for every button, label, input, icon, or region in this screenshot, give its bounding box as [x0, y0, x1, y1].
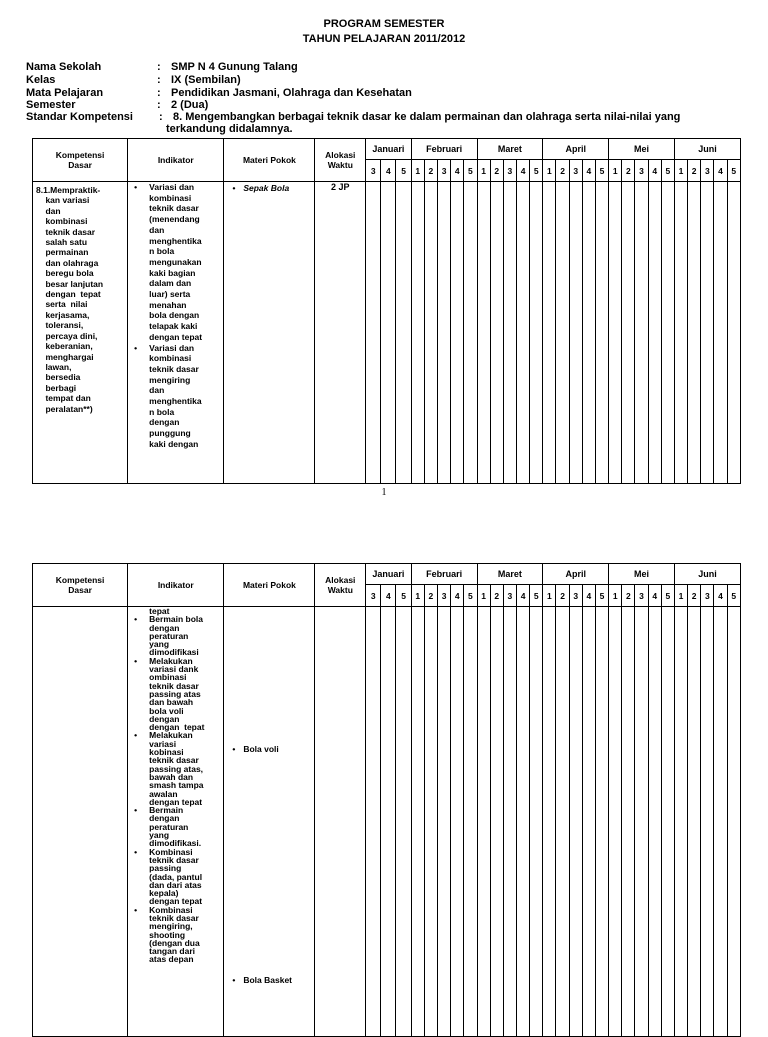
schedule-cell	[582, 607, 595, 1037]
info-colon: :	[157, 99, 161, 111]
schedule-cell	[609, 182, 622, 484]
schedule-cell	[411, 607, 424, 1037]
week-cell: 1	[609, 585, 622, 607]
schedule-cell	[366, 182, 381, 484]
week-cell: 1	[543, 160, 556, 182]
schedule-cell	[556, 182, 569, 484]
month-april: April	[543, 139, 609, 160]
indikator-list	[128, 615, 223, 963]
schedule-cell	[556, 607, 569, 1037]
header-alokasi-waktu: Alokasi Waktu	[315, 564, 366, 607]
header-alokasi-waktu: Alokasi Waktu	[315, 139, 366, 182]
month-februari: Februari	[411, 139, 477, 160]
week-cell: 3	[503, 160, 516, 182]
month-juni: Juni	[674, 564, 740, 585]
month-april: April	[543, 564, 609, 585]
week-cell: 4	[714, 585, 727, 607]
info-colon: :	[157, 87, 161, 99]
header-materi-pokok: Materi Pokok	[224, 564, 315, 607]
week-cell: 3	[701, 160, 714, 182]
week-cell: 3	[366, 160, 381, 182]
info-continuation: terkandung didalamnya.	[166, 123, 293, 135]
schedule-cell	[622, 182, 635, 484]
schedule-cell	[648, 182, 661, 484]
schedule-cell	[727, 607, 740, 1037]
header-indikator: Indikator	[128, 564, 224, 607]
alokasi-cell	[315, 607, 366, 1037]
week-cell: 5	[464, 585, 477, 607]
info-label: Kelas	[26, 74, 56, 86]
schedule-cell	[517, 182, 530, 484]
week-cell: 5	[727, 160, 740, 182]
header-indikator: Indikator	[128, 139, 224, 182]
week-cell: 1	[477, 585, 490, 607]
week-cell: 4	[451, 585, 464, 607]
week-cell: 3	[438, 160, 451, 182]
schedule-cell	[569, 182, 582, 484]
schedule-cell	[366, 607, 381, 1037]
indikator-item: • Melakukan variasi dank ombinasi teknik dasar passing atas dan bawah bola voli dengan dengan tepat	[134, 657, 223, 732]
schedule-cell	[381, 182, 396, 484]
schedule-cell	[451, 182, 464, 484]
schedule-cell	[543, 607, 556, 1037]
week-cell: 3	[635, 160, 648, 182]
schedule-cell	[411, 182, 424, 484]
schedule-cell	[635, 607, 648, 1037]
schedule-cell	[661, 607, 674, 1037]
week-cell: 4	[381, 585, 396, 607]
week-cell: 2	[688, 585, 701, 607]
schedule-cell	[530, 182, 543, 484]
schedule-cell	[424, 182, 437, 484]
week-cell: 3	[701, 585, 714, 607]
schedule-cell	[451, 607, 464, 1037]
week-cell: 5	[595, 160, 608, 182]
program-table-page-1	[32, 138, 741, 484]
month-januari: Januari	[366, 564, 412, 585]
schedule-cell	[490, 182, 503, 484]
month-mei: Mei	[609, 564, 675, 585]
week-cell: 1	[674, 585, 687, 607]
schedule-cell	[595, 607, 608, 1037]
kompetensi-dasar-text: 8.1.Mempraktik- kan variasi dan kombinasi teknik dasar salah satu permainan dan olahraga beregu bola besar lanjutan dengan tepat serta nilai kerjasama, toleransi, percaya dini, keberanian, menghargai lawan, bersedia berbagi tempat dan peralatan**)	[36, 185, 104, 414]
header-kompetensi-dasar: Kompetensi Dasar	[33, 564, 128, 607]
materi-pokok-item: • Bola voli	[232, 744, 278, 754]
week-cell: 5	[464, 160, 477, 182]
indikator-list	[128, 182, 223, 450]
schedule-cell	[688, 607, 701, 1037]
kompetensi-cell	[33, 607, 128, 1037]
materi-cell	[224, 607, 315, 1037]
month-juni: Juni	[674, 139, 740, 160]
week-cell: 3	[635, 585, 648, 607]
info-label: Mata Pelajaran	[26, 87, 104, 99]
week-cell: 3	[569, 160, 582, 182]
month-januari: Januari	[366, 139, 412, 160]
schedule-cell	[569, 607, 582, 1037]
schedule-cell	[582, 182, 595, 484]
week-cell: 4	[714, 160, 727, 182]
month-februari: Februari	[411, 564, 477, 585]
info-label: Semester	[26, 99, 76, 111]
week-cell: 3	[366, 585, 381, 607]
materi-cell	[224, 182, 315, 484]
week-cell: 2	[556, 585, 569, 607]
week-cell: 2	[556, 160, 569, 182]
week-cell: 5	[661, 160, 674, 182]
indikator-item: • Variasi dan kombinasi teknik dasar (menendang dan menghentika n bola mengunakan kaki bagian dalam dan luar) serta menahan bola dengan telapak kaki dengan tepat	[134, 182, 223, 343]
header-kompetensi-dasar: Kompetensi Dasar	[33, 139, 128, 182]
schedule-cell	[517, 607, 530, 1037]
info-value: 8. Mengembangkan berbagai teknik dasar ke dalam permainan dan olahraga serta nilai-nilai yang	[173, 111, 681, 123]
week-cell: 3	[438, 585, 451, 607]
schedule-cell	[396, 607, 411, 1037]
schedule-cell	[438, 607, 451, 1037]
month-maret: Maret	[477, 564, 543, 585]
week-cell: 4	[451, 160, 464, 182]
schedule-cell	[622, 607, 635, 1037]
week-cell: 1	[674, 160, 687, 182]
indikator-continuation: tepat	[149, 606, 170, 616]
info-value: SMP N 4 Gunung Talang	[171, 61, 298, 73]
schedule-cell	[490, 607, 503, 1037]
week-cell: 3	[503, 585, 516, 607]
week-cell: 5	[727, 585, 740, 607]
week-cell: 4	[648, 585, 661, 607]
indikator-item: • Bermain dengan peraturan yang dimodifikasi.	[134, 806, 223, 847]
week-cell: 4	[517, 160, 530, 182]
schedule-cell	[714, 182, 727, 484]
week-cell: 2	[424, 585, 437, 607]
indikator-item: • Variasi dan kombinasi teknik dasar mengiring dan menghentika n bola dengan punggung kaki dengan	[134, 343, 223, 450]
header-materi-pokok: Materi Pokok	[224, 139, 315, 182]
schedule-cell	[424, 607, 437, 1037]
week-cell: 5	[396, 160, 411, 182]
info-label: Standar Kompetensi	[26, 111, 133, 123]
alokasi-cell: 2 JP	[315, 182, 366, 484]
week-cell: 1	[543, 585, 556, 607]
schedule-cell	[477, 607, 490, 1037]
schedule-cell	[464, 607, 477, 1037]
schedule-cell	[595, 182, 608, 484]
schedule-cell	[661, 182, 674, 484]
schedule-cell	[635, 182, 648, 484]
indikator-item: • Melakukan variasi kobinasi teknik dasar passing atas, bawah dan smash tampa awalan dengan tepat	[134, 731, 223, 806]
indikator-item: • Kombinasi teknik dasar passing (dada, pantul dan dari atas kepala) dengan tepat	[134, 848, 223, 906]
indikator-cell	[128, 182, 224, 484]
schedule-cell	[701, 182, 714, 484]
info-colon: :	[157, 74, 161, 86]
info-value: 2 (Dua)	[171, 99, 209, 111]
schedule-cell	[714, 607, 727, 1037]
page-number: 1	[381, 487, 387, 498]
week-cell: 1	[411, 160, 424, 182]
schedule-cell	[674, 182, 687, 484]
week-cell: 2	[622, 160, 635, 182]
materi-pokok-item: • Bola Basket	[232, 975, 292, 985]
schedule-cell	[438, 182, 451, 484]
schedule-cell	[688, 182, 701, 484]
indikator-item: • Bermain bola dengan peraturan yang dimodifikasi	[134, 615, 223, 656]
week-cell: 5	[661, 585, 674, 607]
schedule-cell	[648, 607, 661, 1037]
title-tahun-pelajaran: TAHUN PELAJARAN 2011/2012	[302, 33, 466, 45]
week-cell: 1	[477, 160, 490, 182]
week-cell: 3	[569, 585, 582, 607]
schedule-cell	[674, 607, 687, 1037]
week-cell: 1	[411, 585, 424, 607]
week-cell: 5	[530, 160, 543, 182]
week-cell: 1	[609, 160, 622, 182]
week-cell: 5	[530, 585, 543, 607]
schedule-cell	[727, 182, 740, 484]
schedule-cell	[477, 182, 490, 484]
info-value: Pendidikan Jasmani, Olahraga dan Kesehatan	[171, 87, 412, 99]
week-cell: 2	[490, 160, 503, 182]
schedule-cell	[543, 182, 556, 484]
schedule-cell	[503, 182, 516, 484]
week-cell: 2	[424, 160, 437, 182]
info-colon: :	[157, 61, 161, 73]
schedule-cell	[530, 607, 543, 1037]
info-label: Nama Sekolah	[26, 61, 102, 73]
week-cell: 2	[490, 585, 503, 607]
week-cell: 2	[622, 585, 635, 607]
program-table-page-2	[32, 563, 741, 1037]
week-cell: 2	[688, 160, 701, 182]
schedule-cell	[609, 607, 622, 1037]
week-cell: 5	[396, 585, 411, 607]
info-colon: :	[159, 111, 163, 123]
week-cell: 4	[648, 160, 661, 182]
indikator-cell	[128, 607, 224, 1037]
schedule-cell	[396, 182, 411, 484]
month-maret: Maret	[477, 139, 543, 160]
title-program-semester: PROGRAM SEMESTER	[323, 18, 445, 30]
schedule-cell	[464, 182, 477, 484]
materi-pokok-item: • Sepak Bola	[232, 183, 289, 193]
schedule-cell	[503, 607, 516, 1037]
kompetensi-cell	[33, 182, 128, 484]
week-cell: 4	[582, 160, 595, 182]
week-cell: 4	[381, 160, 396, 182]
week-cell: 5	[595, 585, 608, 607]
week-cell: 4	[582, 585, 595, 607]
week-cell: 4	[517, 585, 530, 607]
schedule-cell	[381, 607, 396, 1037]
month-mei: Mei	[609, 139, 675, 160]
info-value: IX (Sembilan)	[171, 74, 241, 86]
schedule-cell	[701, 607, 714, 1037]
indikator-item: • Kombinasi teknik dasar mengiring, shooting (dengan dua tangan dari atas depan	[134, 906, 223, 964]
